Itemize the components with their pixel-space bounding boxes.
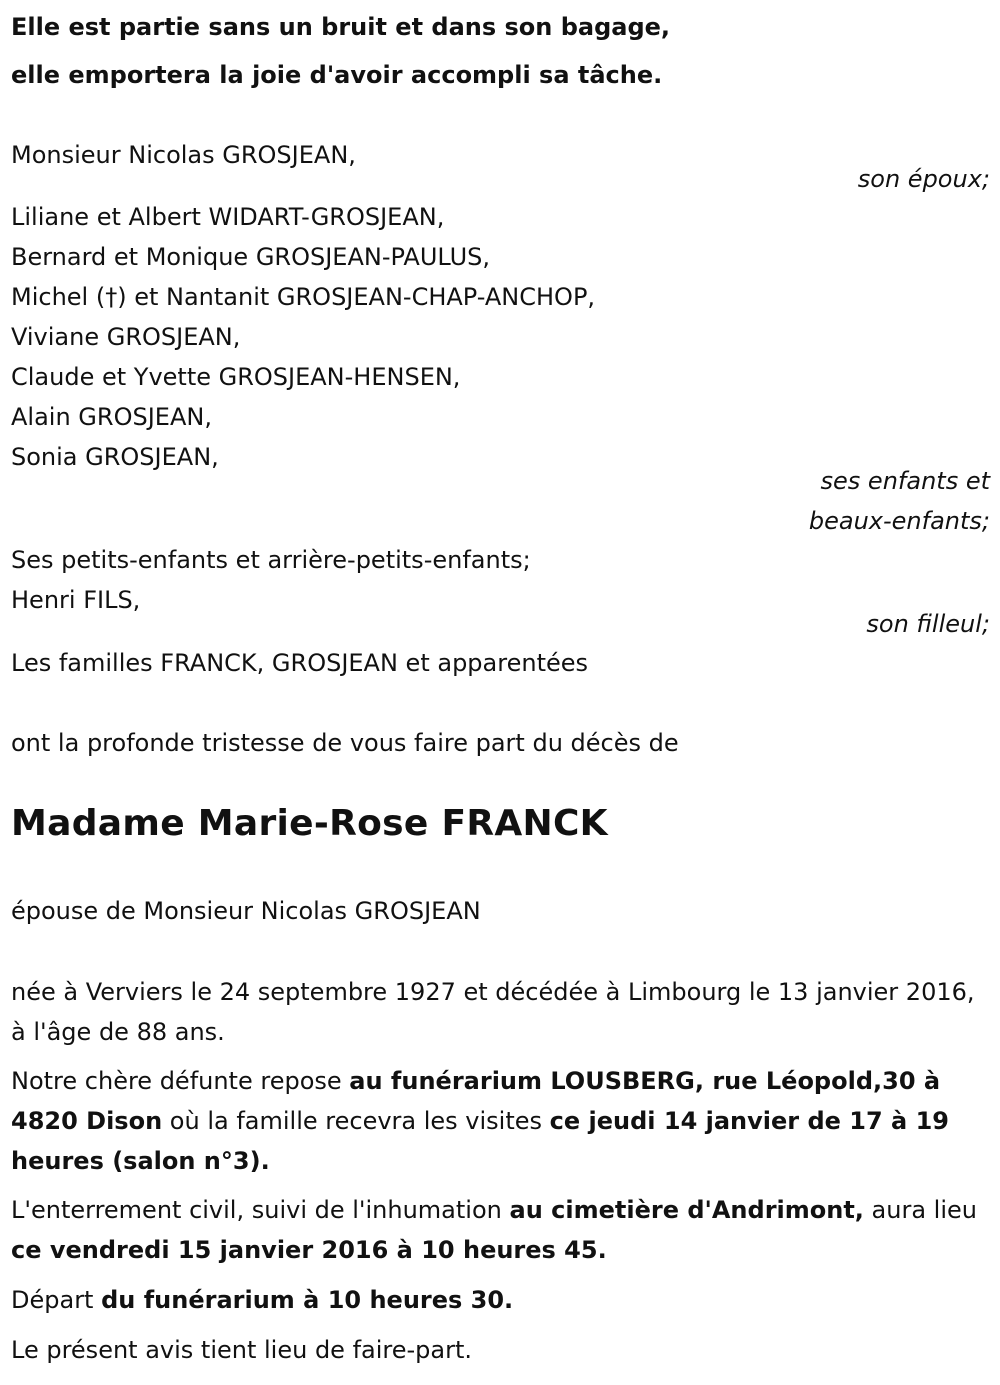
burial-paragraph [11,1190,991,1270]
epigraph-line-2: elle emportera la joie d'avoir accompli sa tâche. [11,61,663,89]
godson-name: Henri FILS, [11,586,141,614]
spouse-name: Monsieur Nicolas GROSJEAN, [11,141,356,169]
child-line: Alain GROSJEAN, [11,403,212,431]
spouse-role: son époux; [857,165,990,193]
child-line: Liliane et Albert WIDART-GROSJEAN, [11,203,445,231]
departure-text: Départ [11,1286,102,1314]
deceased-name: Madame Marie-Rose FRANCK [11,803,608,844]
children-role-line-1: ses enfants et [820,467,990,495]
repose-paragraph [11,1061,991,1181]
child-line: Viviane GROSJEAN, [11,323,241,351]
announcement: ont la profonde tristesse de vous faire part du décès de [11,729,679,757]
departure-time: du funérarium à 10 heures 30. [101,1286,514,1314]
spouse-of: épouse de Monsieur Nicolas GROSJEAN [11,897,481,925]
repose-text-2: où la famille recevra les visites [162,1107,550,1135]
child-line: Claude et Yvette GROSJEAN-HENSEN, [11,363,461,391]
godson-role: son filleul; [866,610,990,638]
birth-death: née à Verviers le 24 septembre 1927 et décédée à Limbourg le 13 janvier 2016, à l'âge de 88 ans. [11,978,975,1046]
children-role-line-2: beaux-enfants; [808,507,990,535]
visiting-hours: ce jeudi 14 janvier de 17 à 19 heures (salon n°3). [11,1107,949,1175]
closing: Le présent avis tient lieu de faire-part. [11,1336,473,1364]
burial-text-1: L'enterrement civil, suivi de l'inhumation [11,1196,510,1224]
child-line: Bernard et Monique GROSJEAN-PAULUS, [11,243,491,271]
departure-paragraph [11,1280,991,1320]
grandchildren: Ses petits-enfants et arrière-petits-enfants; [11,546,531,574]
repose-text-1: Notre chère défunte repose [11,1067,350,1095]
burial-location: au cimetière d'Andrimont, [509,1196,864,1224]
epigraph-line-1: Elle est partie sans un bruit et dans son bagage, [11,13,671,41]
burial-text-2: aura lieu [863,1196,977,1224]
repose-location: au funérarium LOUSBERG, rue Léopold,30 à 4820 Dison [11,1067,941,1135]
child-line: Sonia GROSJEAN, [11,443,219,471]
child-line: Michel (†) et Nantanit GROSJEAN-CHAP-ANCHOP, [11,283,596,311]
burial-datetime: ce vendredi 15 janvier 2016 à 10 heures 45. [11,1236,607,1264]
families: Les familles FRANCK, GROSJEAN et apparentées [11,649,589,677]
